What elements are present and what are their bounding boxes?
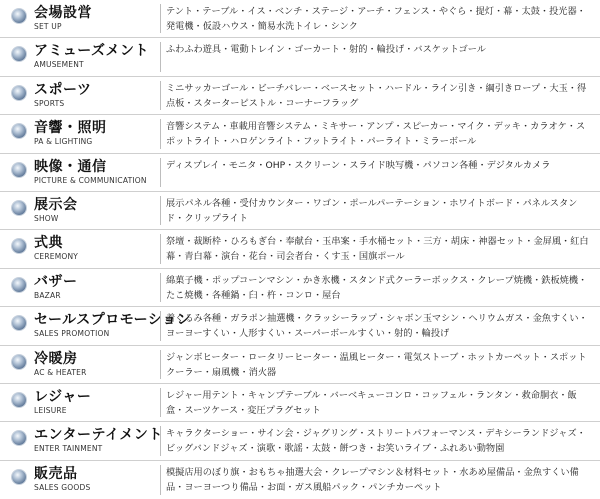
category-subtitle: LEISURE — [34, 405, 67, 415]
bullet-icon — [12, 431, 26, 445]
category-items: 展示パネル各種・受付カウンター・ワゴン・ポールパーテーション・ホワイトボード・パネルスタンド・クリップライト — [166, 197, 578, 224]
bullet-icon — [12, 355, 26, 369]
bullet-icon — [12, 86, 26, 100]
category-subtitle: PA & LIGHTING — [34, 137, 93, 147]
bullet-icon — [12, 124, 26, 138]
category-items: 綿菓子機・ポップコーンマシン・かき氷機・スタンド式クーラーボックス・クレープ焼機・鉄板焼機・たこ焼機・各種鍋・臼・杵・コンロ・屋台 — [166, 274, 588, 301]
bullet-icon — [12, 278, 26, 292]
category-subtitle: SPORTS — [34, 98, 65, 108]
category-row — [0, 38, 600, 76]
category-items: ミニサッカーゴール・ビーチバレー・ベースセット・ハードル・ライン引き・綱引きロープ・大玉・得点板・スターターピストル・コーナーフラッグ — [166, 82, 587, 109]
category-subtitle: CEREMONY — [34, 252, 79, 262]
category-items: ディスプレイ・モニタ・OHP・スクリーン・スライド映写機・パソコン各種・デジタルカメラ — [166, 159, 551, 171]
category-subtitle: SHOW — [34, 213, 59, 223]
bullet-icon — [12, 163, 26, 177]
category-title: 展示会 — [34, 196, 78, 213]
category-row — [0, 461, 600, 499]
category-title: 販売品 — [34, 465, 78, 482]
category-items: 祭壇・裁断枠・ひろもぎ台・奉献台・玉串案・手水桶セット・三方・胡床・神器セット・金屏風・紅白幕・青白幕・演台・花台・司会者台・くす玉・国旗ポール — [166, 236, 589, 263]
category-row — [0, 154, 600, 192]
category-items: 模擬店用のぼり旗・おもちゃ抽選大会・クレープマシン＆材料セット・水あめ屋備品・金魚すくい備品・ヨーヨーつり備品・お面・ガス風船パック・パンチカーペット — [166, 466, 579, 493]
category-row — [0, 192, 600, 230]
bullet-icon — [12, 9, 26, 23]
category-subtitle: SET UP — [34, 22, 62, 31]
category-row — [0, 230, 600, 268]
category-items: テント・テーブル・イス・ベンチ・ステージ・アーチ・フェンス・やぐら・提灯・幕・太鼓・投光器・発電機・仮設ハウス・簡易水洗トイレ・シンク — [166, 6, 586, 32]
bullet-icon — [12, 470, 26, 484]
category-title: 式典 — [34, 235, 63, 252]
category-title: エンターテイメント — [34, 427, 163, 444]
category-row — [0, 115, 600, 153]
category-title: スポーツ — [34, 81, 92, 98]
category-items: ジャンボヒーター・ロータリーヒーター・温風ヒーター・電気ストーブ・ホットカーペット・スポットクーラー・扇風機・消火器 — [166, 351, 587, 378]
category-title: 会場設営 — [34, 5, 92, 21]
category-row — [0, 269, 600, 307]
category-subtitle: PICTURE & COMMUNICATION — [34, 175, 147, 185]
bullet-icon — [12, 47, 26, 61]
bullet-icon — [12, 316, 26, 330]
category-title: アミューズメント — [34, 43, 150, 60]
category-title: レジャー — [34, 388, 92, 405]
category-title: 音響・照明 — [34, 120, 107, 137]
category-items: ふわふわ遊具・電動トレイン・ゴーカート・射的・輪投げ・バスケットゴール — [166, 44, 486, 56]
category-items: レジャー用テント・キャンプテーブル・バーベキューコンロ・コッフェル・ランタン・救命胴衣・飯盒・スーツケース・変圧プラグセット — [166, 389, 577, 416]
category-row — [0, 346, 600, 384]
category-title: 映像・通信 — [34, 158, 107, 175]
category-items: キャラクターショー・サイン会・ジャグリング・ストリートパフォーマンス・デキシーランドジャズ・ビッグバンドジャズ・演歌・歌謡・太鼓・餅つき・お笑いライブ・ふれあい動物園 — [166, 428, 586, 455]
category-row — [0, 384, 600, 422]
category-subtitle: BAZAR — [34, 290, 61, 300]
category-row — [0, 307, 600, 345]
category-row — [0, 77, 600, 115]
category-subtitle: SALES GOODS — [34, 482, 91, 492]
category-row — [0, 422, 600, 460]
category-row — [0, 0, 600, 38]
category-title: バザー — [34, 273, 78, 290]
category-subtitle: ENTER TAINMENT — [34, 444, 103, 454]
category-title: セールスプロモーション — [34, 312, 192, 329]
category-items: 着ぐるみ各種・ガラポン抽選機・クラッシーラップ・シャボン玉マシン・ヘリウムガス・金魚すくい・ヨーヨーすくい・人形すくい・スーパーボールすくい・射的・輪投げ — [166, 313, 588, 340]
bullet-icon — [12, 239, 26, 253]
category-title: 冷暖房 — [34, 350, 78, 367]
category-subtitle: AC & HEATER — [34, 367, 87, 377]
category-subtitle: AMUSEMENT — [34, 60, 84, 70]
category-subtitle: SALES PROMOTION — [34, 329, 110, 339]
bullet-icon — [12, 201, 26, 215]
category-items: 音響システム・車載用音響システム・ミキサー・アンプ・スピーカー・マイク・デッキ・カラオケ・スポットライト・ハロゲンライト・フットライト・パーライト・ミラーボール — [166, 121, 586, 148]
bullet-icon — [12, 393, 26, 407]
